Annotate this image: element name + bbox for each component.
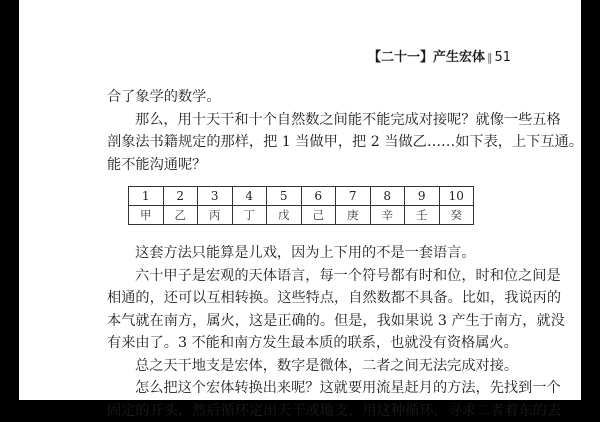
number-stem-table [128, 186, 474, 225]
table-cell: 1 [129, 187, 164, 206]
table-cell: 庚 [336, 206, 371, 225]
text-line: 怎么把这个宏体转换出来呢？这就要用流星赶月的方法，先找到一个 [107, 377, 494, 400]
table-cell: 癸 [439, 206, 474, 225]
numbers-row [129, 187, 474, 206]
text-line: 有来由了。3 不能和南方发生最本质的联系，也就没有资格属火。 [107, 332, 494, 355]
book-page [19, 0, 581, 400]
text-line: 合了象学的数学。 [107, 86, 494, 109]
table-cell: 9 [405, 187, 440, 206]
text-line: 这套方法只能算是儿戏，因为上下用的不是一套语言。 [107, 242, 494, 265]
body-text-bottom [107, 242, 494, 422]
header-separator: ‖ [487, 51, 493, 64]
text-line: 能不能沟通呢？ [107, 154, 494, 177]
paragraph [107, 109, 494, 177]
table-cell: 3 [198, 187, 233, 206]
table-cell: 己 [301, 206, 336, 225]
text-line: 那么，用十天干和十个自然数之间能不能完成对接呢？就像一些五格 [107, 109, 494, 132]
table-cell: 6 [301, 187, 336, 206]
table-cell: 丙 [198, 206, 233, 225]
chapter-title: 【二十一】产生宏体 [368, 50, 485, 65]
paragraph [107, 242, 494, 265]
text-line: 六十甲子是宏观的天体语言，每一个符号都有时和位，时和位之间是 [107, 265, 494, 288]
table-cell: 8 [370, 187, 405, 206]
table-cell: 甲 [129, 206, 164, 225]
table-cell: 丁 [232, 206, 267, 225]
table-cell: 5 [267, 187, 302, 206]
paragraph [107, 86, 494, 109]
table-cell: 10 [439, 187, 474, 206]
table-cell: 4 [232, 187, 267, 206]
table-cell: 2 [163, 187, 198, 206]
table-cell: 7 [336, 187, 371, 206]
table-cell: 戊 [267, 206, 302, 225]
table-cell: 辛 [370, 206, 405, 225]
text-line: 相通的，还可以互相转换。这些特点，自然数都不具备。比如，我说丙的 [107, 287, 494, 310]
running-header [368, 46, 511, 65]
heavenly-stems-row [129, 206, 474, 225]
body-text-top [107, 86, 494, 176]
table-cell: 壬 [405, 206, 440, 225]
paragraph [107, 355, 494, 378]
text-line: 固定的开头，然后循环定出天干或地支，用这种循环，寻求二者着东的去 [107, 400, 494, 422]
paragraph [107, 265, 494, 355]
text-line: 本气就在南方，属火，这是正确的。但是，我如果说 3 产生于南方，就没 [107, 310, 494, 333]
page-number: 51 [494, 50, 511, 65]
table-cell: 乙 [163, 206, 198, 225]
paragraph [107, 377, 494, 422]
text-line: 剖象法书籍规定的那样，把 1 当做甲，把 2 当做乙……如下表，上下互通。 [107, 131, 494, 154]
text-line: 总之天干地支是宏体，数字是微体，二者之间无法完成对接。 [107, 355, 494, 378]
